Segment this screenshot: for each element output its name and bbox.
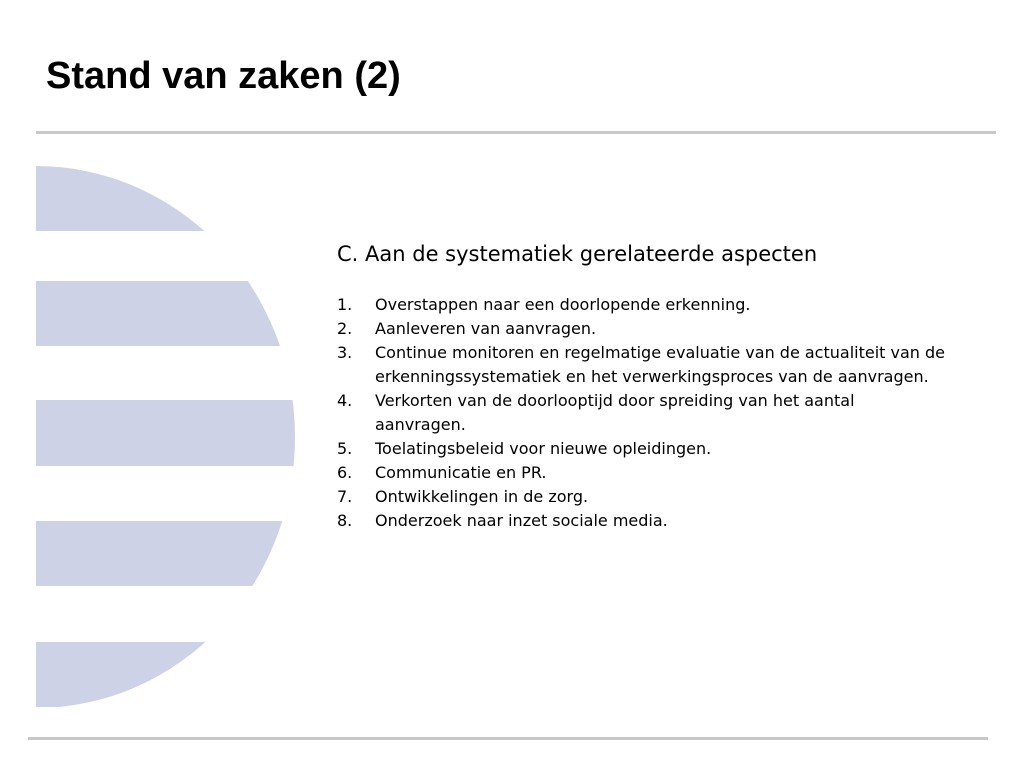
list-item — [337, 341, 957, 389]
list-item — [337, 485, 957, 509]
list-item-text: Verkorten van de doorlooptijd door spreiding van het aantal aanvragen. — [375, 391, 855, 434]
list-item-number: 3. — [337, 343, 353, 362]
list-item-text: Communicatie en PR. — [375, 463, 547, 482]
list-item — [337, 317, 957, 341]
list-item-number: 1. — [337, 295, 353, 314]
slide-title: Stand van zaken (2) — [46, 55, 401, 97]
list-item-number: 5. — [337, 439, 353, 458]
top-divider — [36, 131, 996, 134]
list-item-number: 7. — [337, 487, 353, 506]
list-item-text: Onderzoek naar inzet sociale media. — [375, 511, 668, 530]
list-item — [337, 437, 957, 461]
list-item-text: Overstappen naar een doorlopende erkenning. — [375, 295, 751, 314]
list-item — [337, 461, 957, 485]
list-item-text: Ontwikkelingen in de zorg. — [375, 487, 589, 506]
list-item — [337, 509, 957, 533]
content-block — [337, 239, 957, 533]
list-item — [337, 389, 957, 437]
list-item-text: Aanleveren van aanvragen. — [375, 319, 597, 338]
list-item-number: 4. — [337, 391, 353, 410]
list-item-number: 8. — [337, 511, 353, 530]
list-item-number: 2. — [337, 319, 353, 338]
section-heading: C. Aan de systematiek gerelateerde aspecten — [337, 242, 818, 266]
aspect-list — [337, 293, 957, 533]
bottom-divider — [28, 737, 988, 740]
list-item-text: Toelatingsbeleid voor nieuwe opleidingen. — [375, 439, 712, 458]
list-item — [337, 293, 957, 317]
list-item-text: Continue monitoren en regelmatige evaluatie van de actualiteit van de erkenningssystematiek en het verwerkingsproces van de aanvragen. — [375, 343, 946, 386]
list-item-number: 6. — [337, 463, 353, 482]
